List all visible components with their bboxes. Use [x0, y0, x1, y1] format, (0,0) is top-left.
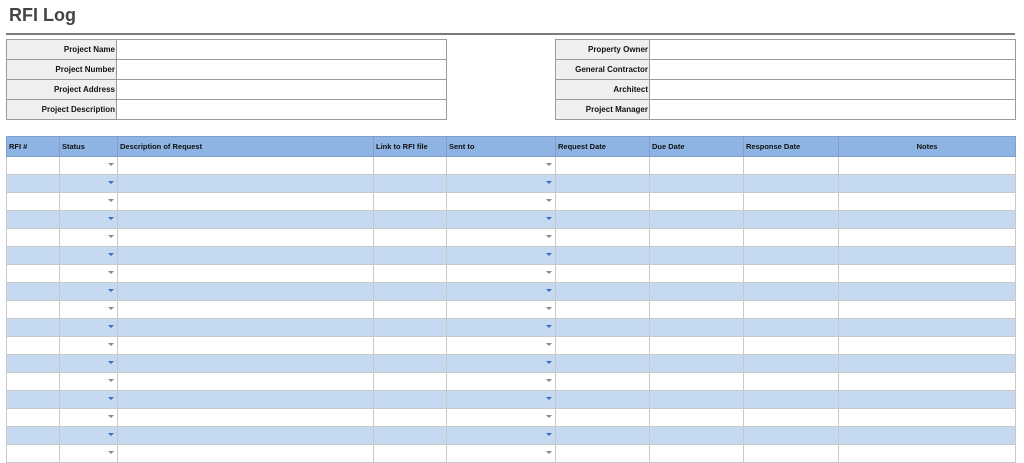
cell-due-date[interactable] — [650, 157, 744, 175]
cell-sent-to[interactable] — [447, 319, 556, 337]
dropdown-arrow-icon[interactable] — [546, 433, 552, 436]
cell-due-date[interactable] — [650, 319, 744, 337]
cell-due-date[interactable] — [650, 175, 744, 193]
cell-status[interactable] — [60, 409, 118, 427]
cell-link-to-rfi-file[interactable] — [374, 175, 447, 193]
cell-request-date[interactable] — [556, 391, 650, 409]
cell-status[interactable] — [60, 247, 118, 265]
dropdown-arrow-icon[interactable] — [108, 199, 114, 202]
project-manager-field[interactable] — [650, 100, 1016, 120]
dropdown-arrow-icon[interactable] — [546, 451, 552, 454]
cell-notes[interactable] — [839, 211, 1016, 229]
general-contractor-field[interactable] — [650, 60, 1016, 80]
cell-sent-to[interactable] — [447, 355, 556, 373]
cell-link-to-rfi-file[interactable] — [374, 211, 447, 229]
cell-link-to-rfi-file[interactable] — [374, 427, 447, 445]
cell-rfi[interactable] — [7, 319, 60, 337]
dropdown-arrow-icon[interactable] — [108, 433, 114, 436]
dropdown-arrow-icon[interactable] — [546, 271, 552, 274]
cell-status[interactable] — [60, 283, 118, 301]
cell-sent-to[interactable] — [447, 211, 556, 229]
column-header-sent-to[interactable]: Sent to — [447, 137, 556, 157]
cell-response-date[interactable] — [744, 445, 839, 463]
cell-rfi[interactable] — [7, 391, 60, 409]
cell-sent-to[interactable] — [447, 445, 556, 463]
cell-due-date[interactable] — [650, 427, 744, 445]
cell-status[interactable] — [60, 445, 118, 463]
cell-status[interactable] — [60, 337, 118, 355]
cell-status[interactable] — [60, 265, 118, 283]
cell-link-to-rfi-file[interactable] — [374, 301, 447, 319]
table-row — [7, 319, 1016, 337]
project-name-field[interactable] — [117, 40, 447, 60]
column-header-rfi[interactable]: RFI # — [7, 137, 60, 157]
table-row — [7, 265, 1016, 283]
cell-rfi[interactable] — [7, 337, 60, 355]
cell-due-date[interactable] — [650, 193, 744, 211]
cell-status[interactable] — [60, 229, 118, 247]
dropdown-arrow-icon[interactable] — [546, 415, 552, 418]
rfi-log-header-row — [7, 137, 1016, 157]
info-row-project-name — [7, 40, 447, 60]
cell-link-to-rfi-file[interactable] — [374, 229, 447, 247]
cell-rfi[interactable] — [7, 283, 60, 301]
cell-request-date[interactable] — [556, 427, 650, 445]
cell-request-date[interactable] — [556, 301, 650, 319]
cell-notes[interactable] — [839, 445, 1016, 463]
dropdown-arrow-icon[interactable] — [108, 163, 114, 166]
dropdown-arrow-icon[interactable] — [546, 289, 552, 292]
cell-request-date[interactable] — [556, 283, 650, 301]
table-row — [7, 373, 1016, 391]
cell-description-of-request[interactable] — [118, 409, 374, 427]
table-row — [7, 409, 1016, 427]
dropdown-arrow-icon[interactable] — [546, 253, 552, 256]
project-number-field[interactable] — [117, 60, 447, 80]
column-header-link-to-rfi-file[interactable]: Link to RFI file — [374, 137, 447, 157]
cell-response-date[interactable] — [744, 355, 839, 373]
dropdown-arrow-icon[interactable] — [546, 307, 552, 310]
dropdown-arrow-icon[interactable] — [108, 397, 114, 400]
dropdown-arrow-icon[interactable] — [108, 451, 114, 454]
cell-description-of-request[interactable] — [118, 319, 374, 337]
cell-sent-to[interactable] — [447, 427, 556, 445]
cell-response-date[interactable] — [744, 175, 839, 193]
cell-notes[interactable] — [839, 427, 1016, 445]
cell-rfi[interactable] — [7, 247, 60, 265]
cell-rfi[interactable] — [7, 193, 60, 211]
cell-link-to-rfi-file[interactable] — [374, 319, 447, 337]
cell-link-to-rfi-file[interactable] — [374, 247, 447, 265]
cell-sent-to[interactable] — [447, 283, 556, 301]
cell-notes[interactable] — [839, 337, 1016, 355]
title-divider — [6, 33, 1015, 35]
cell-sent-to[interactable] — [447, 193, 556, 211]
general-contractor-label: General Contractor — [556, 60, 650, 80]
dropdown-arrow-icon[interactable] — [546, 379, 552, 382]
dropdown-arrow-icon[interactable] — [108, 379, 114, 382]
cell-request-date[interactable] — [556, 355, 650, 373]
cell-sent-to[interactable] — [447, 175, 556, 193]
cell-notes[interactable] — [839, 409, 1016, 427]
cell-rfi[interactable] — [7, 301, 60, 319]
dropdown-arrow-icon[interactable] — [108, 271, 114, 274]
dropdown-arrow-icon[interactable] — [108, 289, 114, 292]
project-description-label: Project Description — [7, 100, 117, 120]
column-header-due-date[interactable]: Due Date — [650, 137, 744, 157]
cell-response-date[interactable] — [744, 283, 839, 301]
table-row — [7, 247, 1016, 265]
cell-status[interactable] — [60, 193, 118, 211]
cell-sent-to[interactable] — [447, 301, 556, 319]
cell-request-date[interactable] — [556, 229, 650, 247]
cell-link-to-rfi-file[interactable] — [374, 409, 447, 427]
cell-response-date[interactable] — [744, 211, 839, 229]
column-header-request-date[interactable]: Request Date — [556, 137, 650, 157]
cell-due-date[interactable] — [650, 265, 744, 283]
cell-due-date[interactable] — [650, 337, 744, 355]
dropdown-arrow-icon[interactable] — [108, 253, 114, 256]
cell-description-of-request[interactable] — [118, 211, 374, 229]
cell-sent-to[interactable] — [447, 229, 556, 247]
cell-status[interactable] — [60, 301, 118, 319]
cell-notes[interactable] — [839, 229, 1016, 247]
cell-notes[interactable] — [839, 373, 1016, 391]
table-row — [7, 229, 1016, 247]
cell-request-date[interactable] — [556, 445, 650, 463]
cell-due-date[interactable] — [650, 355, 744, 373]
cell-request-date[interactable] — [556, 409, 650, 427]
cell-notes[interactable] — [839, 301, 1016, 319]
dropdown-arrow-icon[interactable] — [546, 217, 552, 220]
dropdown-arrow-icon[interactable] — [546, 361, 552, 364]
cell-notes[interactable] — [839, 283, 1016, 301]
cell-status[interactable] — [60, 355, 118, 373]
table-row — [7, 337, 1016, 355]
cell-request-date[interactable] — [556, 265, 650, 283]
cell-sent-to[interactable] — [447, 373, 556, 391]
cell-link-to-rfi-file[interactable] — [374, 283, 447, 301]
dropdown-arrow-icon[interactable] — [108, 415, 114, 418]
cell-response-date[interactable] — [744, 247, 839, 265]
cell-request-date[interactable] — [556, 157, 650, 175]
dropdown-arrow-icon[interactable] — [108, 217, 114, 220]
project-address-label: Project Address — [7, 80, 117, 100]
dropdown-arrow-icon[interactable] — [108, 343, 114, 346]
dropdown-arrow-icon[interactable] — [546, 199, 552, 202]
cell-sent-to[interactable] — [447, 391, 556, 409]
cell-request-date[interactable] — [556, 247, 650, 265]
cell-response-date[interactable] — [744, 301, 839, 319]
cell-rfi[interactable] — [7, 427, 60, 445]
architect-field[interactable] — [650, 80, 1016, 100]
table-row — [7, 355, 1016, 373]
cell-notes[interactable] — [839, 247, 1016, 265]
cell-description-of-request[interactable] — [118, 193, 374, 211]
cell-notes[interactable] — [839, 355, 1016, 373]
cell-description-of-request[interactable] — [118, 247, 374, 265]
property-owner-field[interactable] — [650, 40, 1016, 60]
dropdown-arrow-icon[interactable] — [108, 307, 114, 310]
table-row — [7, 211, 1016, 229]
project-address-field[interactable] — [117, 80, 447, 100]
cell-rfi[interactable] — [7, 409, 60, 427]
cell-response-date[interactable] — [744, 391, 839, 409]
project-manager-label: Project Manager — [556, 100, 650, 120]
cell-response-date[interactable] — [744, 373, 839, 391]
cell-sent-to[interactable] — [447, 157, 556, 175]
cell-link-to-rfi-file[interactable] — [374, 445, 447, 463]
dropdown-arrow-icon[interactable] — [546, 235, 552, 238]
cell-notes[interactable] — [839, 319, 1016, 337]
cell-description-of-request[interactable] — [118, 301, 374, 319]
cell-rfi[interactable] — [7, 175, 60, 193]
table-row — [7, 157, 1016, 175]
table-row — [7, 391, 1016, 409]
cell-description-of-request[interactable] — [118, 157, 374, 175]
cell-link-to-rfi-file[interactable] — [374, 337, 447, 355]
cell-due-date[interactable] — [650, 247, 744, 265]
cell-request-date[interactable] — [556, 175, 650, 193]
dropdown-arrow-icon[interactable] — [108, 235, 114, 238]
dropdown-arrow-icon[interactable] — [546, 181, 552, 184]
cell-due-date[interactable] — [650, 391, 744, 409]
column-header-response-date[interactable]: Response Date — [744, 137, 839, 157]
cell-status[interactable] — [60, 373, 118, 391]
table-row — [7, 193, 1016, 211]
cell-link-to-rfi-file[interactable] — [374, 265, 447, 283]
info-row-project-manager — [556, 100, 1016, 120]
project-info-right — [555, 39, 1016, 120]
cell-sent-to[interactable] — [447, 337, 556, 355]
cell-notes[interactable] — [839, 193, 1016, 211]
cell-link-to-rfi-file[interactable] — [374, 373, 447, 391]
cell-request-date[interactable] — [556, 319, 650, 337]
cell-description-of-request[interactable] — [118, 283, 374, 301]
cell-status[interactable] — [60, 175, 118, 193]
cell-response-date[interactable] — [744, 319, 839, 337]
cell-status[interactable] — [60, 319, 118, 337]
table-row — [7, 175, 1016, 193]
cell-description-of-request[interactable] — [118, 175, 374, 193]
cell-link-to-rfi-file[interactable] — [374, 193, 447, 211]
cell-request-date[interactable] — [556, 193, 650, 211]
dropdown-arrow-icon[interactable] — [546, 343, 552, 346]
info-row-architect — [556, 80, 1016, 100]
cell-due-date[interactable] — [650, 409, 744, 427]
cell-description-of-request[interactable] — [118, 355, 374, 373]
info-row-project-address — [7, 80, 447, 100]
info-row-general-contractor — [556, 60, 1016, 80]
cell-request-date[interactable] — [556, 211, 650, 229]
cell-sent-to[interactable] — [447, 265, 556, 283]
cell-response-date[interactable] — [744, 265, 839, 283]
cell-description-of-request[interactable] — [118, 391, 374, 409]
project-description-field[interactable] — [117, 100, 447, 120]
cell-link-to-rfi-file[interactable] — [374, 157, 447, 175]
cell-due-date[interactable] — [650, 301, 744, 319]
column-header-notes[interactable]: Notes — [839, 137, 1016, 157]
cell-rfi[interactable] — [7, 211, 60, 229]
table-row — [7, 301, 1016, 319]
cell-response-date[interactable] — [744, 337, 839, 355]
cell-response-date[interactable] — [744, 427, 839, 445]
cell-link-to-rfi-file[interactable] — [374, 355, 447, 373]
dropdown-arrow-icon[interactable] — [108, 181, 114, 184]
architect-label: Architect — [556, 80, 650, 100]
cell-sent-to[interactable] — [447, 409, 556, 427]
cell-notes[interactable] — [839, 265, 1016, 283]
info-row-project-number — [7, 60, 447, 80]
cell-description-of-request[interactable] — [118, 373, 374, 391]
cell-status[interactable] — [60, 427, 118, 445]
cell-link-to-rfi-file[interactable] — [374, 391, 447, 409]
cell-response-date[interactable] — [744, 229, 839, 247]
table-row — [7, 283, 1016, 301]
cell-description-of-request[interactable] — [118, 427, 374, 445]
cell-request-date[interactable] — [556, 373, 650, 391]
cell-rfi[interactable] — [7, 265, 60, 283]
cell-rfi[interactable] — [7, 445, 60, 463]
cell-notes[interactable] — [839, 391, 1016, 409]
cell-status[interactable] — [60, 211, 118, 229]
cell-response-date[interactable] — [744, 409, 839, 427]
cell-due-date[interactable] — [650, 445, 744, 463]
cell-due-date[interactable] — [650, 211, 744, 229]
cell-rfi[interactable] — [7, 355, 60, 373]
info-row-project-description — [7, 100, 447, 120]
column-header-status[interactable]: Status — [60, 137, 118, 157]
cell-response-date[interactable] — [744, 157, 839, 175]
cell-response-date[interactable] — [744, 193, 839, 211]
page-title: RFI Log — [9, 5, 76, 25]
dropdown-arrow-icon[interactable] — [546, 163, 552, 166]
cell-status[interactable] — [60, 157, 118, 175]
dropdown-arrow-icon[interactable] — [546, 325, 552, 328]
cell-description-of-request[interactable] — [118, 445, 374, 463]
cell-due-date[interactable] — [650, 229, 744, 247]
dropdown-arrow-icon[interactable] — [108, 361, 114, 364]
cell-description-of-request[interactable] — [118, 265, 374, 283]
project-info-left — [6, 39, 447, 120]
cell-rfi[interactable] — [7, 373, 60, 391]
cell-rfi[interactable] — [7, 157, 60, 175]
cell-notes[interactable] — [839, 157, 1016, 175]
rfi-log-table — [6, 136, 1016, 463]
cell-rfi[interactable] — [7, 229, 60, 247]
cell-notes[interactable] — [839, 175, 1016, 193]
cell-status[interactable] — [60, 391, 118, 409]
cell-due-date[interactable] — [650, 283, 744, 301]
info-row-property-owner — [556, 40, 1016, 60]
project-name-label: Project Name — [7, 40, 117, 60]
cell-description-of-request[interactable] — [118, 229, 374, 247]
cell-description-of-request[interactable] — [118, 337, 374, 355]
dropdown-arrow-icon[interactable] — [546, 397, 552, 400]
dropdown-arrow-icon[interactable] — [108, 325, 114, 328]
project-number-label: Project Number — [7, 60, 117, 80]
property-owner-label: Property Owner — [556, 40, 650, 60]
cell-due-date[interactable] — [650, 373, 744, 391]
column-header-description-of-request[interactable]: Description of Request — [118, 137, 374, 157]
cell-sent-to[interactable] — [447, 247, 556, 265]
table-row — [7, 427, 1016, 445]
table-row — [7, 445, 1016, 463]
cell-request-date[interactable] — [556, 337, 650, 355]
